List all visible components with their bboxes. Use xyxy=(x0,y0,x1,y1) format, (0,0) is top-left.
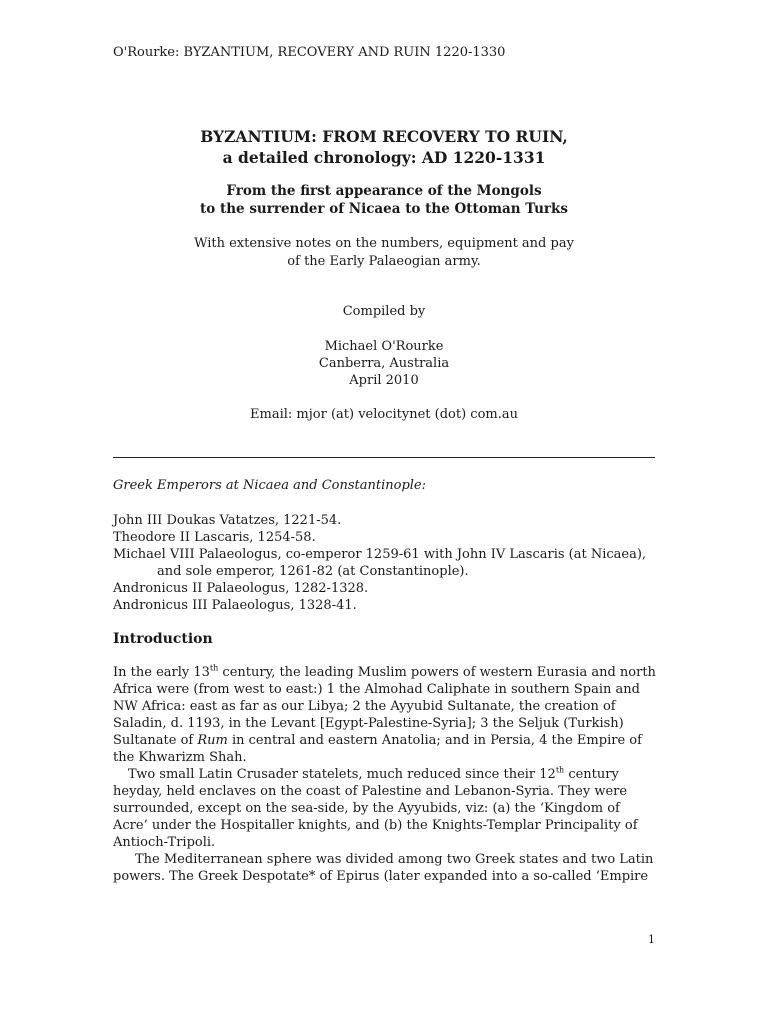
emperors-list xyxy=(113,512,673,614)
author-name: Michael O'Rourke xyxy=(324,339,444,354)
paragraph-line xyxy=(113,664,658,681)
author-date: April 2010 xyxy=(349,373,419,388)
paragraph-line: NW Africa: east as far as our Libya; 2 the Ayyubid Sultanate, the creation of xyxy=(113,699,616,714)
text-span: In the early 13 xyxy=(113,665,210,680)
notes-line-1: With extensive notes on the numbers, equipment and pay xyxy=(194,236,574,251)
emperor-line: Andronicus II Palaeologus, 1282-1328. xyxy=(113,581,369,596)
author-location: Canberra, Australia xyxy=(318,356,450,371)
running-head: O'Rourke: BYZANTIUM, RECOVERY AND RUIN 1220-1330 xyxy=(113,45,506,60)
horizontal-rule xyxy=(113,457,655,458)
paragraph-line xyxy=(113,732,658,749)
paragraph-line: Africa were (from west to east:) 1 the Almohad Caliphate in southern Spain and xyxy=(113,682,640,697)
emperors-label: Greek Emperors at Nicaea and Constantinople: xyxy=(113,478,427,493)
document-subtitle xyxy=(0,182,768,218)
text-span: Two small Latin Crusader statelets, much reduced since their 12 xyxy=(128,767,556,782)
paragraph-line: Saladin, d. 1193, in the Levant [Egypt-Palestine-Syria]; 3 the Seljuk (Turkish) xyxy=(113,716,624,731)
subtitle-line-1: From the first appearance of the Mongols xyxy=(226,183,542,199)
paragraph-line: heyday, held enclaves on the coast of Palestine and Lebanon-Syria. They were xyxy=(113,784,628,799)
emperor-line: Theodore II Lascaris, 1254-58. xyxy=(113,530,316,545)
title-line-1: BYZANTIUM: FROM RECOVERY TO RUIN, xyxy=(200,127,568,146)
compiled-by: Compiled by xyxy=(342,304,426,319)
ordinal-suffix: th xyxy=(555,765,565,775)
paragraph-line: Antioch-Tripoli. xyxy=(113,835,216,850)
paragraph-line: powers. The Greek Despotate* of Epirus (later expanded into a so-called ‘Empire xyxy=(113,869,649,884)
introduction-body xyxy=(113,664,658,885)
emperor-line: and sole emperor, 1261-82 (at Constantinople). xyxy=(157,564,469,579)
text-span: Sultanate of xyxy=(113,733,198,748)
title-line-2: a detailed chronology: AD 1220-1331 xyxy=(222,148,546,167)
paragraph-line: the Khwarizm Shah. xyxy=(113,750,247,765)
ordinal-suffix: th xyxy=(209,663,219,673)
emperor-line: John III Doukas Vatatzes, 1221-54. xyxy=(113,513,342,528)
author-block xyxy=(0,338,768,389)
paragraph-line: surrounded, except on the sea-side, by the Ayyubids, viz: (a) the ‘Kingdom of xyxy=(113,801,620,816)
text-span: century, the leading Muslim powers of western Eurasia and north xyxy=(218,665,656,680)
paragraph-line: Acre’ under the Hospitaller knights, and (b) the Knights-Templar Principality of xyxy=(113,818,638,833)
notes-line-2: of the Early Palaeogian army. xyxy=(287,254,481,269)
section-heading-introduction: Introduction xyxy=(113,631,213,647)
page-number: 1 xyxy=(648,933,655,946)
author-email: Email: mjor (at) velocitynet (dot) com.au xyxy=(250,407,518,422)
italic-term: Rum xyxy=(197,733,228,748)
subtitle-line-2: to the surrender of Nicaea to the Ottoman Turks xyxy=(200,201,568,217)
text-span: century xyxy=(564,767,619,782)
text-span: in central and eastern Anatolia; and in Persia, 4 the Empire of xyxy=(227,733,642,748)
paragraph-line: The Mediterranean sphere was divided among two Greek states and two Latin xyxy=(135,852,654,867)
emperor-line: Andronicus III Palaeologus, 1328-41. xyxy=(113,598,357,613)
paragraph-line xyxy=(113,766,658,783)
emperor-line: Michael VIII Palaeologus, co-emperor 1259-61 with John IV Lascaris (at Nicaea), xyxy=(113,547,647,562)
notes-description xyxy=(0,235,768,271)
document-title xyxy=(0,126,768,168)
